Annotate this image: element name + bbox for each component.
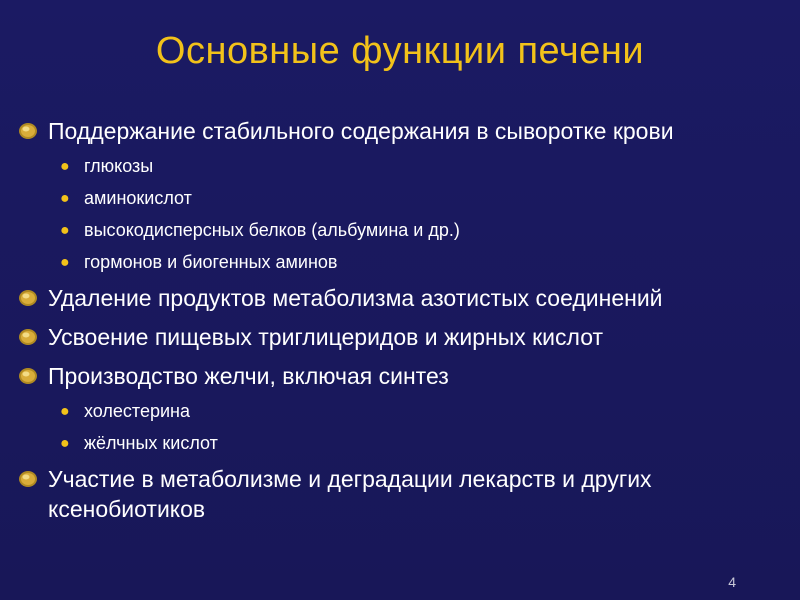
sub-list-item xyxy=(18,432,788,454)
sub-list xyxy=(18,155,788,273)
gold-sphere-icon xyxy=(18,367,38,385)
slide-title: Основные функции печени xyxy=(155,30,645,72)
sub-list-item xyxy=(18,155,788,177)
gold-sphere-icon xyxy=(18,289,38,307)
list-item-text: Участие в метаболизме и деградации лекарств и других ксенобиотиков xyxy=(48,466,652,522)
sub-list-item xyxy=(18,400,788,422)
gold-sphere-icon xyxy=(18,328,38,346)
list-item xyxy=(18,283,788,313)
sub-list-item-text: жёлчных кислот xyxy=(84,433,218,453)
sub-list-item xyxy=(18,187,788,209)
yellow-dot-icon: ● xyxy=(60,254,70,271)
list-item-text: Производство желчи, включая синтез xyxy=(48,363,449,389)
sub-list-item-text: глюкозы xyxy=(84,156,154,176)
list-item xyxy=(18,464,788,524)
list-item-text: Поддержание стабильного содержания в сыворотке крови xyxy=(48,118,674,144)
list-item xyxy=(18,116,788,146)
sub-list-item-text: аминокислот xyxy=(84,188,192,208)
yellow-dot-icon: ● xyxy=(60,435,70,452)
bullet-list xyxy=(18,116,788,533)
yellow-dot-icon: ● xyxy=(60,403,70,420)
gold-sphere-icon xyxy=(18,470,38,488)
list-item-text: Усвоение пищевых триглицеридов и жирных кислот xyxy=(48,324,604,350)
sub-list-item-text: высокодисперсных белков (альбумина и др.) xyxy=(84,220,460,240)
gold-sphere-icon xyxy=(18,122,38,140)
yellow-dot-icon: ● xyxy=(60,158,70,175)
page-number: 4 xyxy=(728,574,736,590)
sub-list-item xyxy=(18,219,788,241)
yellow-dot-icon: ● xyxy=(60,190,70,207)
yellow-dot-icon: ● xyxy=(60,222,70,239)
list-item xyxy=(18,322,788,352)
list-item xyxy=(18,361,788,391)
sub-list-item xyxy=(18,251,788,273)
sub-list-item-text: холестерина xyxy=(84,401,190,421)
sub-list-item-text: гормонов и биогенных аминов xyxy=(84,252,338,272)
sub-list xyxy=(18,400,788,454)
list-item-text: Удаление продуктов метаболизма азотистых соединений xyxy=(48,285,663,311)
